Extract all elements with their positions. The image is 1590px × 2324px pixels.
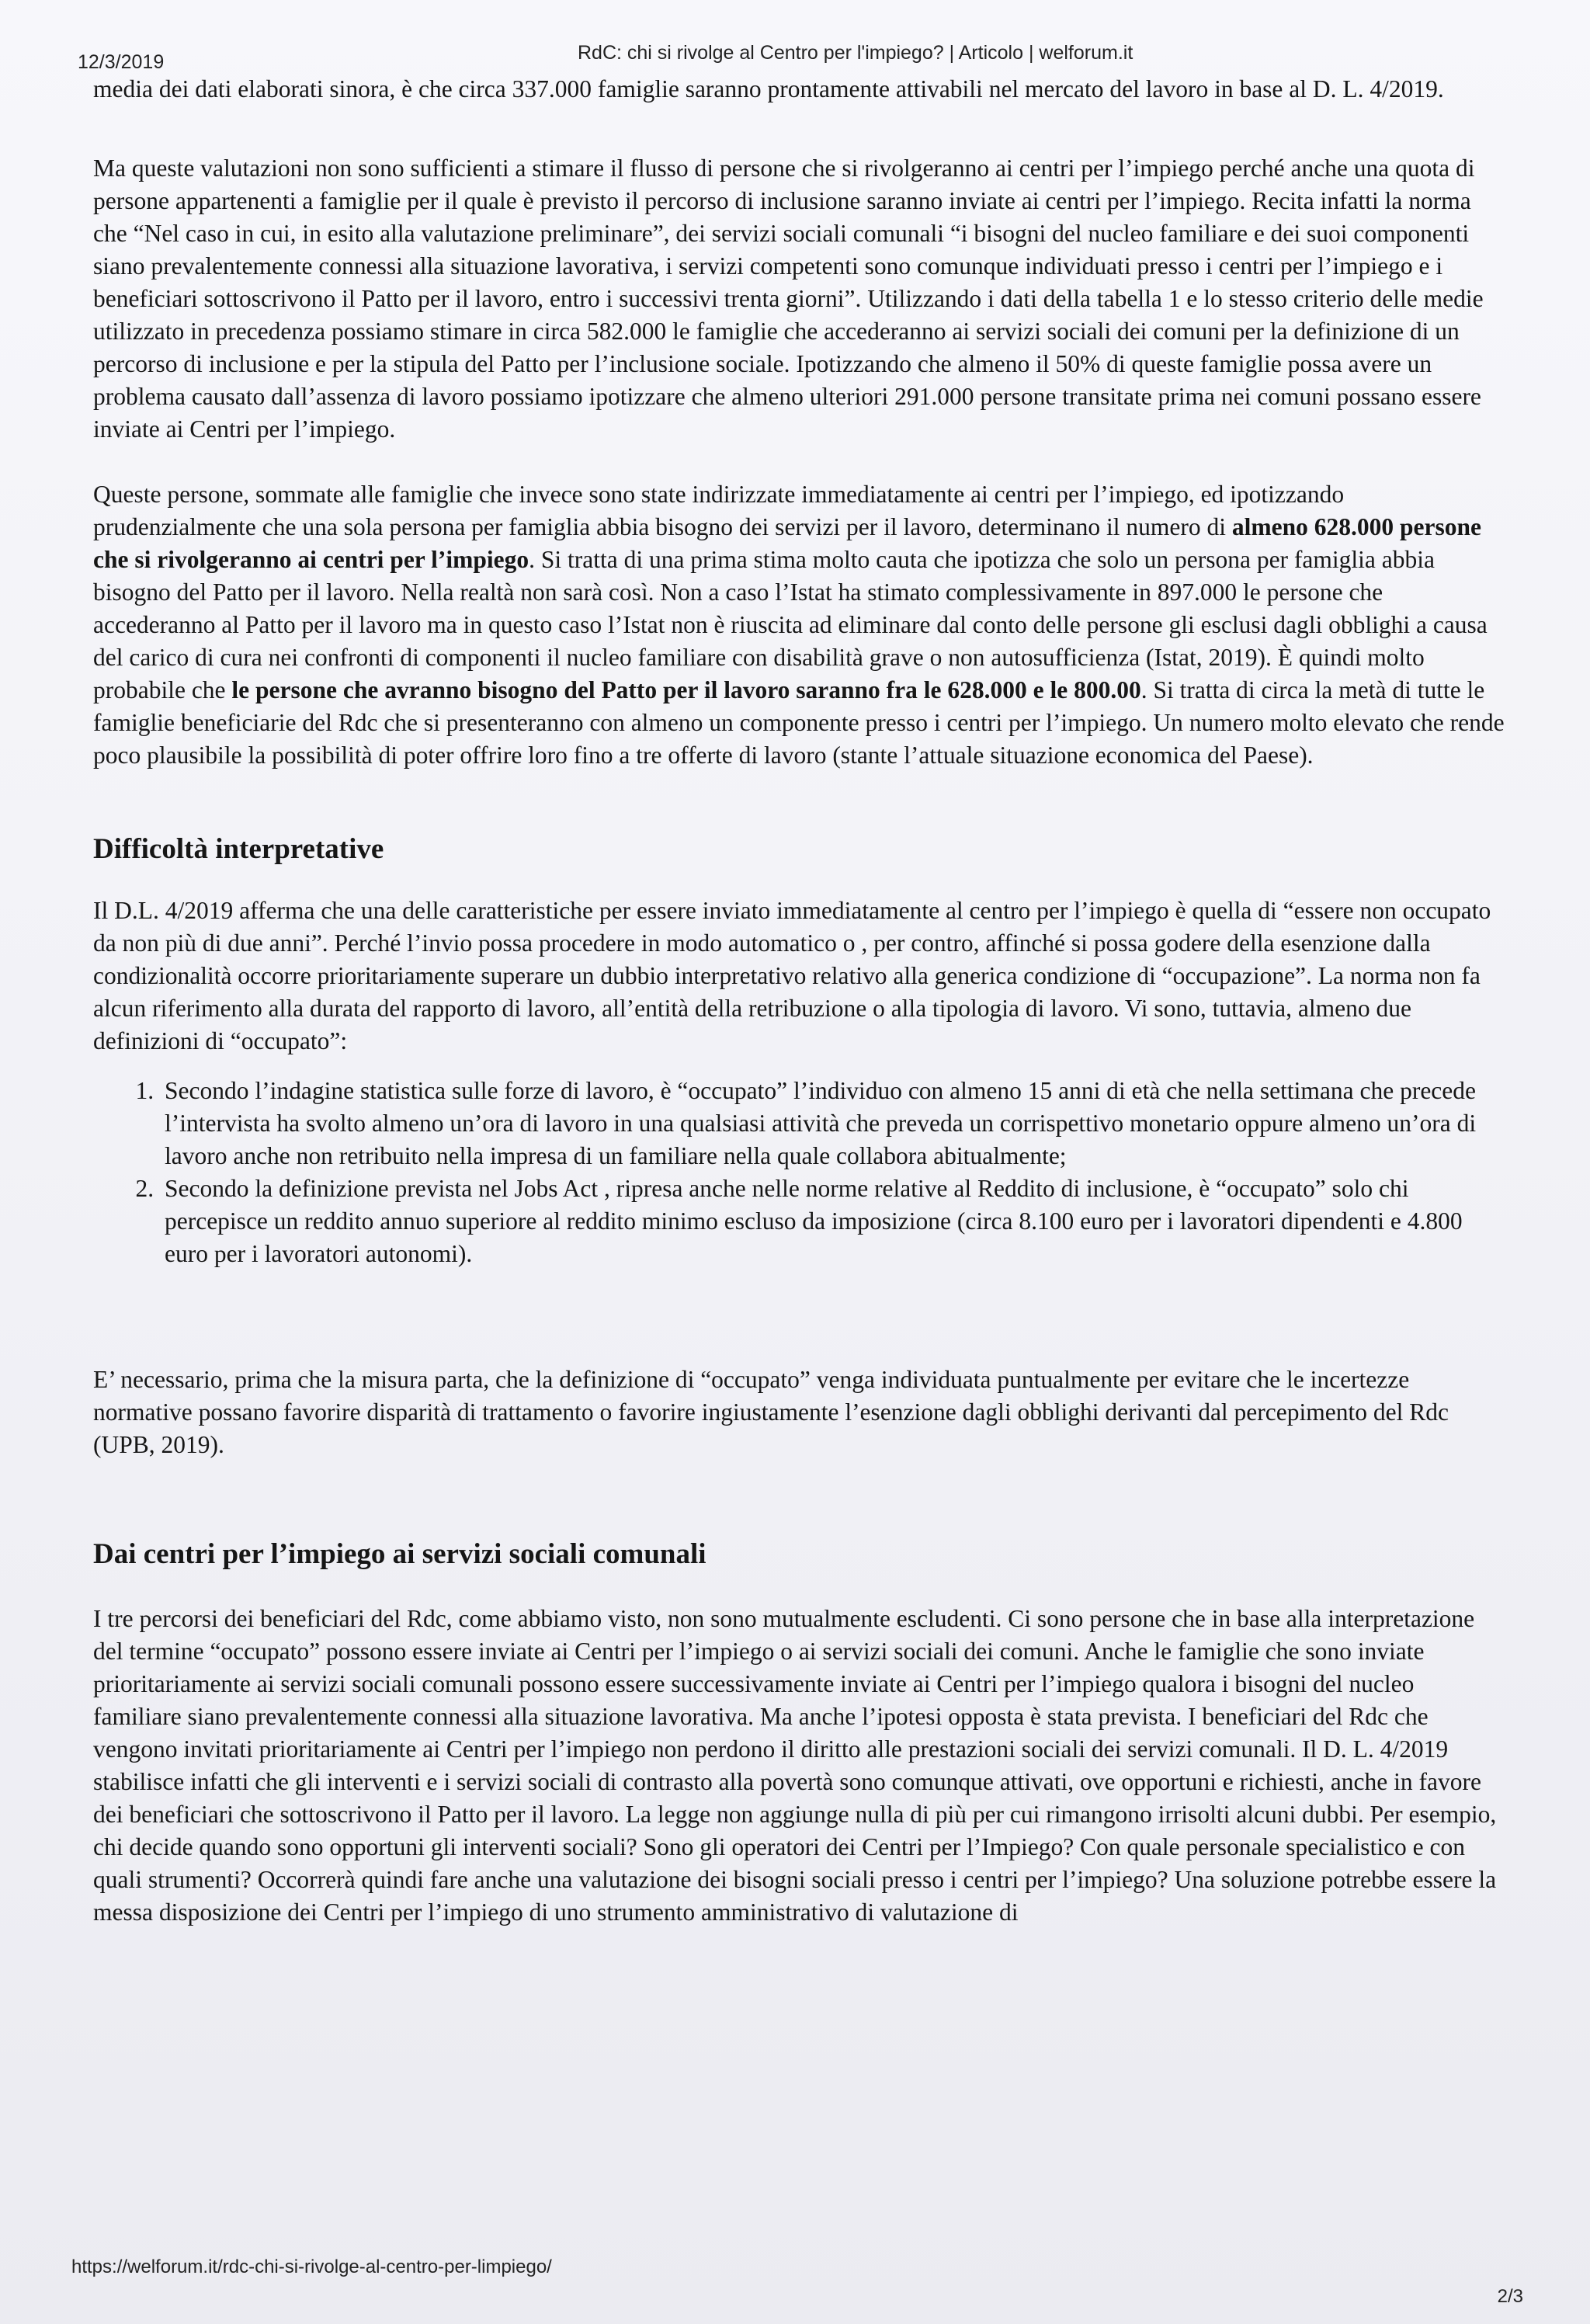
list-item: 2. Secondo la definizione prevista nel Jobs Act , ripresa anche nelle norme relative al Reddito di inclusione, è “occupato” solo chi percepisce un reddito annuo superiore al reddito minimo escluso da imposizione (circa 8.100 euro per i lavoratori dipendenti e 4.800 euro per i lavoratori autonomi). xyxy=(160,1172,1506,1270)
paragraph: I tre percorsi dei beneficiari del Rdc, come abbiamo visto, non sono mutualmente escludenti. Ci sono persone che in base alla interpretazione del termine “occupato” possono essere inviate ai Centri per l’impiego o ai servizi sociali dei comuni. Anche le famiglie che sono inviate prioritariamente ai servizi sociali comunali possono essere successivamente inviate ai Centri per l’impiego qualora i bisogni del nucleo familiare siano prevalentemente connessi alla situazione lavorativa. Ma anche l’ipotesi opposta è stata prevista. I beneficiari del Rdc che vengono invitati prioritariamente ai Centri per l’impiego non perdono il diritto alle prestazioni sociali dei servizi comunali. Il D. L. 4/2019 stabilisce infatti che gli interventi e i servizi sociali di contrasto alla povertà sono comunque attivati, ove opportuni e richiesti, anche in favore dei beneficiari che sottoscrivono il Patto per il lavoro. La legge non aggiunge nulla di più per cui rimangono irrisolti alcuni dubbi. Per esempio, chi decide quando sono opportuni gli interventi sociali? Sono gli operatori dei Centri per l’Impiego? Con quale personale specialistico e con quali strumenti? Occorrerà quindi fare anche una valutazione dei bisogni sociali presso i centri per l’impiego? Una soluzione potrebbe essere la messa disposizione dei Centri per l’impiego di uno strumento amministrativo di valutazione di xyxy=(93,1605,1497,1926)
bold-text: le persone che avranno bisogno del Patto per il lavoro saranno fra le 628.000 e le 800.00 xyxy=(231,676,1141,703)
text-run: Queste persone, sommate alle famiglie che invece sono state indirizzate immediatamente ai centri per l’impiego, ed ipotizzando prudenzialmente che una sola persona per famiglia abbia bisogno dei servizi per il lavoro, determinano il numero di xyxy=(93,481,1345,540)
definitions-list xyxy=(93,1075,1506,1270)
paragraph xyxy=(93,478,1506,772)
bold-text: almeno 628.000 persone che si rivolgeranno ai centri per l’impiego xyxy=(93,513,1481,573)
section-heading: Difficoltà interpretative xyxy=(93,833,384,865)
paragraph: Ma queste valutazioni non sono sufficienti a stimare il flusso di persone che si rivolgeranno ai centri per l’impiego perché anche una quota di persone appartenenti a famiglie per il quale è previsto il percorso di inclusione saranno inviate ai centri per l’impiego. Recita infatti la norma che “Nel caso in cui, in esito alla valutazione preliminare”, dei servizi sociali comunali “i bisogni del nucleo familiare e dei suoi componenti siano prevalentemente connessi alla situazione lavorativa, i servizi competenti sono comunque individuati presso i centri per l’impiego e i beneficiari sottoscrivono il Patto per il lavoro, entro i successivi trenta giorni”. Utilizzando i dati della tabella 1 e lo stesso criterio delle medie utilizzato in precedenza possiamo stimare in circa 582.000 le famiglie che accederanno ai servizi sociali dei comuni per la definizione di un percorso di inclusione e per la stipula del Patto per l’inclusione sociale. Ipotizzando che almeno il 50% di queste famiglie possa avere un problema causato dall’assenza di lavoro possiamo ipotizzare che almeno ulteriori 291.000 persone transitate prima nei comuni possano essere inviate ai Centri per l’impiego. xyxy=(93,155,1484,443)
article-body xyxy=(93,73,1506,1929)
text-run: . Si tratta di una prima stima molto cauta che ipotizza che solo un persona per famiglia abbia bisogno del Patto per il lavoro. Nella realtà non sarà così. Non a caso l’Istat ha stimato complessivamente in 897.000 le persone che accederanno al Patto per il lavoro ma in questo caso l’Istat non è riuscita ad eliminare dal conto delle persone gli esclusi dagli obblighi a causa del carico di cura nei confronti di componenti il nucleo familiare con disabilità grave o non autosufficienza (Istat, 2019). È quindi molto probabile che xyxy=(93,546,1488,703)
paragraph: Il D.L. 4/2019 afferma che una delle caratteristiche per essere inviato immediatamente al centro per l’impiego è quella di “essere non occupato da non più di due anni”. Perché l’invio possa procedere in modo automatico o , per contro, affinché si possa godere della esenzione dalla condizionalità occorre prioritariamente superare un dubbio interpretativo relativo alla generica condizione di “occupazione”. La norma non fa alcun riferimento alla durata del rapporto di lavoro, all’entità della retribuzione o alla tipologia di lavoro. Vi sono, tuttavia, almeno due definizioni di “occupato”: xyxy=(93,897,1491,1054)
footer-url: https://welforum.it/rdc-chi-si-rivolge-al-centro-per-limpiego/ xyxy=(71,2256,552,2277)
page-number: 2/3 xyxy=(1497,2286,1523,2307)
text-run: . Si tratta di circa la metà di tutte le famiglie beneficiarie del Rdc che si presenteranno con almeno un componente presso i centri per l’impiego. Un numero molto elevato che rende poco plausibile la possibilità di poter offrire loro fino a tre offerte di lavoro (stante l’attuale situazione economica del Paese). xyxy=(93,676,1505,769)
paragraph: E’ necessario, prima che la misura parta, che la definizione di “occupato” venga individuata puntualmente per evitare che le incertezze normative possano favorire disparità di trattamento o favorire ingiustamente l’esenzione dagli obblighi derivanti dal percepimento del Rdc (UPB, 2019). xyxy=(93,1366,1449,1458)
document-title: RdC: chi si rivolge al Centro per l'impiego? | Articolo | welforum.it xyxy=(578,42,1133,64)
print-date: 12/3/2019 xyxy=(78,51,165,73)
running-header xyxy=(78,42,1512,73)
list-item: 1. Secondo l’indagine statistica sulle forze di lavoro, è “occupato” l’individuo con almeno 15 anni di età che nella settimana che precede l’intervista ha svolto almeno un’ora di lavoro in una qualsiasi attività che preveda un corrispettivo monetario oppure almeno un’ora di lavoro anche non retribuito nella impresa di un familiare nella quale collabora abitualmente; xyxy=(160,1075,1506,1172)
paragraph: media dei dati elaborati sinora, è che circa 337.000 famiglie saranno prontamente attivabili nel mercato del lavoro in base al D. L. 4/2019. xyxy=(93,75,1444,102)
section-heading: Dai centri per l’impiego ai servizi sociali comunali xyxy=(93,1538,706,1570)
